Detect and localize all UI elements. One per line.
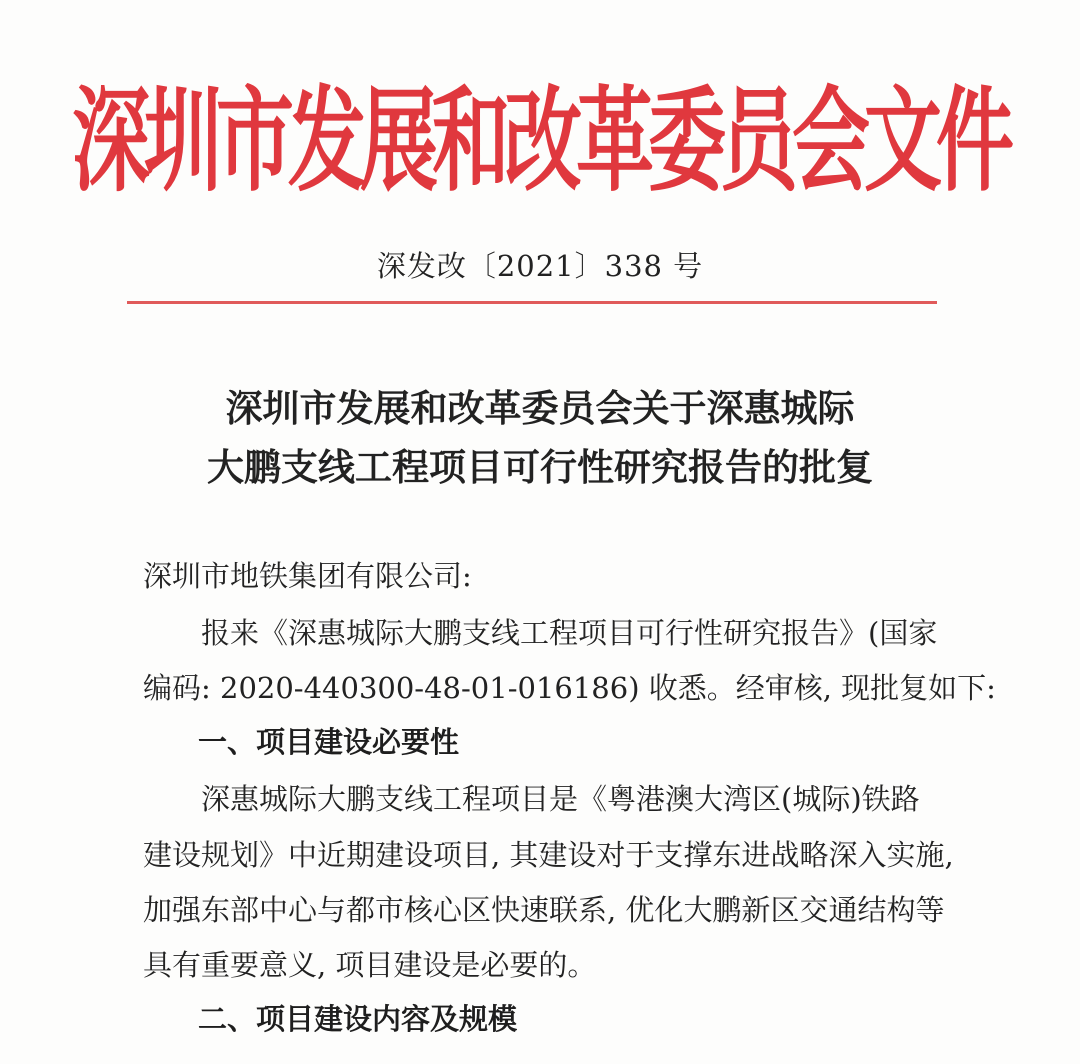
paragraph-2-line-3: 加强东部中心与都市核心区快速联系, 优化大鹏新区交通结构等 xyxy=(143,893,945,927)
section-2-heading: 二、项目建设内容及规模 xyxy=(198,1002,518,1036)
paragraph-1-line-1: 报来《深惠城际大鹏支线工程项目可行性研究报告》(国家 xyxy=(201,616,938,650)
masthead-title: 深圳市发展和改革委员会文件 xyxy=(71,77,1008,208)
document-title-line-2: 大鹏支线工程项目可行性研究报告的批复 xyxy=(207,446,873,489)
red-divider-line xyxy=(127,301,937,304)
paragraph-2-line-1: 深惠城际大鹏支线工程项目是《粤港澳大湾区(城际)铁路 xyxy=(201,782,920,816)
paragraph-2-line-4: 具有重要意义, 项目建设是必要的。 xyxy=(143,948,597,982)
paragraph-1-line-2: 编码: 2020-440300-48-01-016186) 收悉。经审核, 现批复如下: xyxy=(143,671,996,705)
addressee: 深圳市地铁集团有限公司: xyxy=(143,559,472,593)
document-title-line-1: 深圳市发展和改革委员会关于深惠城际 xyxy=(225,387,855,430)
paragraph-2-line-2: 建设规划》中近期建设项目, 其建设对于支撑东进战略深入实施, xyxy=(143,838,954,872)
document-number: 深发改〔2021〕338 号 xyxy=(376,249,704,283)
section-1-heading: 一、项目建设必要性 xyxy=(198,725,460,759)
